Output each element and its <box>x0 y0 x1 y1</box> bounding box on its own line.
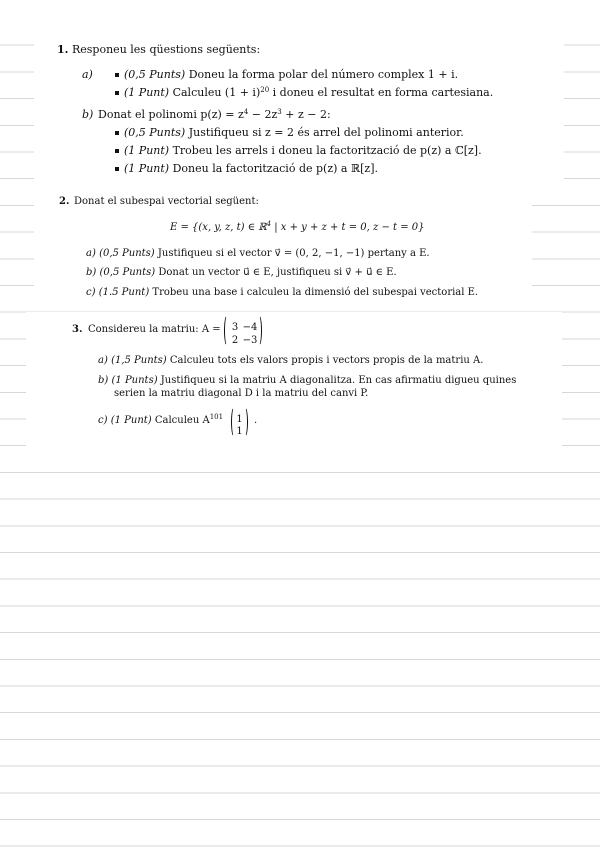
q2-title: Donat el subespai vectorial següent: <box>74 196 259 207</box>
q1-title: Responeu les qüestions següents: <box>72 43 261 56</box>
q3-c: c) (1 Punt) Calculeu $A^{101}$ <box>98 413 224 426</box>
q3-title: Considereu la matriu: A = <box>88 324 221 335</box>
q2-b: b) (0,5 Punts) Donat un vector u⃗ ∈ E, justifiqueu si v⃗ + u⃗ ∈ E. <box>86 267 397 278</box>
q1-a-label: a) <box>82 68 93 81</box>
q2-a: a) (0,5 Punts) Justifiqueu si el vector v⃗ = (0, 2, −1, −1) pertany a E. <box>86 248 430 259</box>
bullet-icon <box>115 91 119 95</box>
bullet-icon <box>115 73 119 77</box>
bullet-icon <box>115 131 119 135</box>
q3-matrix: 3 −4 2 −3 <box>224 315 262 346</box>
q3-b: b) (1 Punts) Justifiqueu si la matriu A diagonalitza. En cas afirmatiu digueu quines <box>98 375 517 386</box>
question-1-card <box>34 18 564 184</box>
bullet-icon <box>115 167 119 171</box>
q1-number: 1. <box>57 43 69 56</box>
q1-a-item2: (1 Punt) Calculeu $(1 + i)^{20}$ i doneu el resultat en forma cartesiana. <box>124 86 494 99</box>
q2-equation: E = {(x, y, z, t) ∈ ℝ$^4$ | x + y + z + t = 0, z − t = 0} <box>170 220 425 233</box>
q2-number: 2. <box>59 196 70 207</box>
q1-a-item1: (0,5 Punts) Doneu la forma polar del número complex 1 + i. <box>124 68 459 81</box>
q1-b-item3: (1 Punt) Doneu la factorització de p(z) a ℝ[z]. <box>124 162 378 175</box>
q2-c: c) (1.5 Punt) Trobeu una base i calculeu la dimensió del subespai vectorial E. <box>86 287 479 298</box>
q3-a: a) (1,5 Punts) Calculeu tots els valors propis i vectors propis de la matriu A. <box>98 355 484 366</box>
question-2-card <box>34 186 532 308</box>
q1-b-item2: (1 Punt) Trobeu les arrels i doneu la factorització de p(z) a ℂ[z]. <box>124 144 482 157</box>
q1-b-item1: (0,5 Punts) Justifiqueu si z = 2 és arrel del polinomi anterior. <box>124 126 464 139</box>
bullet-icon <box>115 149 119 153</box>
q1-b-label: b) <box>82 108 94 121</box>
question-3-card <box>26 312 562 456</box>
q1-b-intro: Donat el polinomi $p(z) = z^4 - 2z^3 + z - 2$: <box>98 108 331 121</box>
q3-b-line2: serien la matriu diagonal D i la matriu del canvi P. <box>114 388 369 399</box>
q3-c-end: . <box>254 415 258 426</box>
q3-number: 3. <box>72 324 83 335</box>
q3-vector: 1 1 <box>231 407 248 437</box>
